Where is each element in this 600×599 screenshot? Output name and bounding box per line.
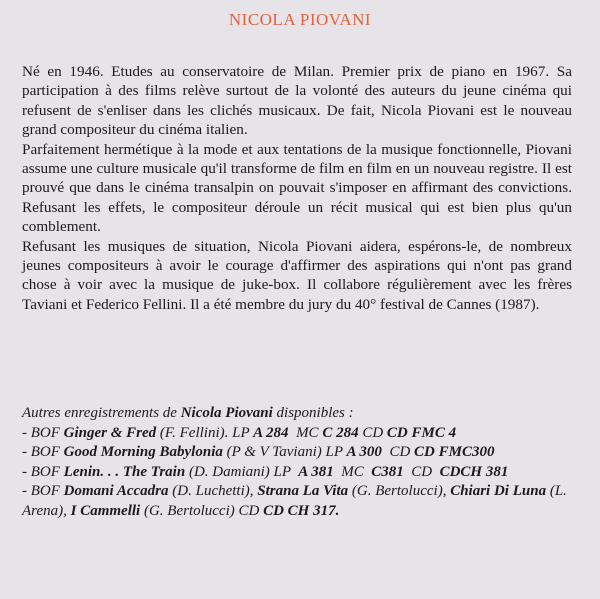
discography-entry [22,482,582,521]
discography-entry [22,463,582,483]
entry-bold-text: C 284 [322,424,359,441]
discography-entry [22,443,582,463]
discography-intro-name: Nicola Piovani [180,405,273,421]
entry-bold-text: CD CH 317. [263,502,340,519]
discography [22,404,582,522]
entry-prefix: - BOF [22,424,64,441]
entry-bold-text: A 284 [253,424,289,441]
discography-intro-prefix: Autres enregistrements de [22,405,181,421]
entry-bold-text: Chiari Di Luna [450,483,547,500]
entry-bold-text: A 381 [298,463,334,480]
entry-bold-text: Ginger & Fred [63,424,157,441]
entry-text: (D. Damiani) LP [185,463,299,480]
entry-bold-text: CDCH 381 [439,463,509,480]
bio-paragraph-2: Parfaitement hermétique à la mode et aux tentations de la musique fonctionnelle, Piovani assume une culture musicale qu'il transforme de film en film en un nouveau registre. Il est prouvé que dans le cinéma transalpin on pouvait s'imposer en affirmant des convictions. Refusant les effets, le compositeur déroule un récit musical qui est bien plus qu'un comblement. [22,140,572,236]
entry-bold-text: I Cammelli [70,502,141,519]
entry-bold-text: CD FMC300 [414,444,495,461]
entry-bold-text: Domani Accadra [63,483,169,500]
entry-prefix: - BOF [22,483,64,500]
entry-bold-text: Lenin. . . The Train [63,463,186,480]
entry-bold-text: Strana La Vita [257,483,349,500]
entry-bold-text: C381 [371,463,404,480]
bio-paragraph-3: Refusant les musiques de situation, Nicola Piovani aidera, espérons-le, de nombreux jeunes compositeurs à avoir le courage d'affirmer des aspirations qui n'ont pas grand chose à voir avec la musique de juke-box. Il collabore régulièrement avec les frères Taviani et Federico Fellini. Il a été membre du jury du 40° festival de Cannes (1987). [22,237,572,313]
discography-intro-suffix: disponibles : [272,405,354,421]
entry-text: CD [381,444,415,461]
entry-text: CD [403,463,440,480]
bio-paragraph-1: Né en 1946. Etudes au conservatoire de Milan. Premier prix de piano en 1967. Sa participation à des films relève surtout de la volonté des auteurs du jeune cinéma qui refusent de s'enliser dans les clichés musicaux. De fait, Nicola Piovani est le nouveau grand compositeur du cinéma italien. [22,63,572,139]
biography [22,62,572,314]
discography-entry [22,424,582,444]
entry-text: (D. Luchetti), [168,483,258,500]
entry-text: (P & V Taviani) LP [222,444,347,461]
entry-text: (F. Fellini). LP [156,424,254,441]
entry-bold-text: Good Morning Babylonia [63,444,223,461]
entry-text: (G. Bertolucci) CD [140,502,264,519]
entry-prefix: - BOF [22,444,64,461]
discography-list [22,424,582,522]
entry-text: MC [333,463,372,480]
entry-bold-text: A 300 [346,444,382,461]
entry-prefix: - BOF [22,463,64,480]
entry-text: CD [358,424,387,441]
page-title: NICOLA PIOVANI [228,10,372,29]
entry-text: MC [288,424,323,441]
discography-intro [22,404,582,424]
entry-bold-text: CD FMC 4 [386,424,457,441]
entry-text: (G. Bertolucci), [348,483,451,500]
entry-text: (L. Arena), [22,483,571,519]
